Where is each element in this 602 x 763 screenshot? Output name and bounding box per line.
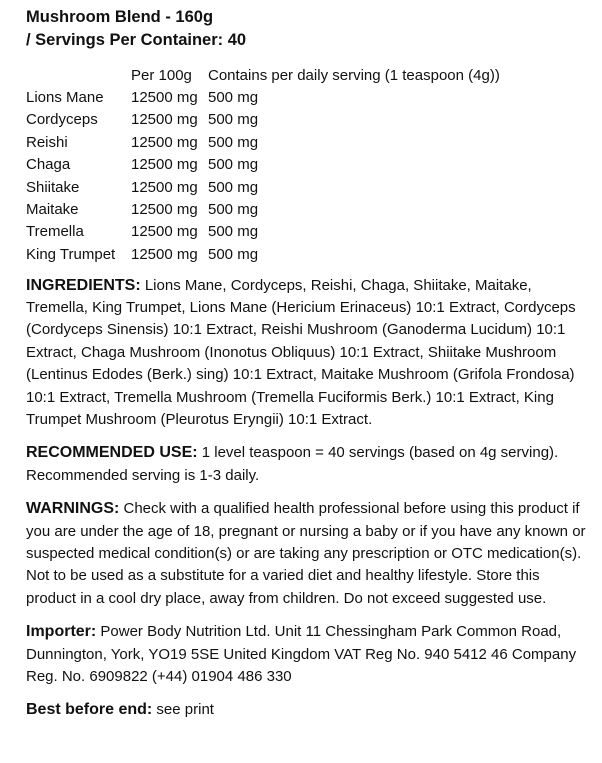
table-row [26, 131, 500, 153]
per-100g-cell: 12500 mg [131, 201, 198, 219]
product-title: Mushroom Blend - 160g [26, 8, 214, 26]
recommended-use-label: RECOMMENDED USE: [26, 444, 198, 462]
header-per-100g: Per 100g [131, 66, 192, 84]
per-100g-cell: 12500 mg [131, 89, 198, 107]
importer-label: Importer: [26, 623, 97, 641]
recommended-use-section [26, 442, 586, 487]
per-100g-cell: 12500 mg [131, 156, 198, 174]
servings-per-container: / Servings Per Container: 40 [26, 31, 247, 49]
per-100g-cell: 12500 mg [131, 111, 198, 129]
per-serving-cell: 500 mg [208, 156, 259, 174]
nutrition-table [26, 64, 500, 266]
ingredients-label: INGREDIENTS: [26, 276, 141, 294]
mushroom-name-cell: King Trumpet [26, 245, 116, 263]
importer-text: Power Body Nutrition Ltd. Unit 11 Chessingham Park Common Road, Dunnington, York, YO19 5SE United Kingdom VAT Reg No. 940 5412 46 Company Reg. No. 6909822 (+44) 01904 486 330 [26, 623, 577, 686]
mushroom-name-cell: Chaga [26, 156, 71, 174]
warnings-text: Check with a qualified health professional before using this product if you are under the age of 18, pregnant or nursing a baby or if you have any known or suspected medical condition(s) or are taking any prescription or OTC medication(s). Not to be used as a substitute for a varied diet and healthy lifestyle. Store this product in a cool dry place, away from children. Do not exceed suggested use. [26, 500, 586, 607]
per-100g-cell: 12500 mg [131, 223, 198, 241]
best-before-section [26, 699, 586, 721]
product-label [26, 6, 586, 722]
per-serving-cell: 500 mg [208, 201, 259, 219]
table-row [26, 176, 500, 198]
best-before-text: see print [152, 701, 214, 719]
mushroom-name-cell: Shiitake [26, 178, 80, 196]
per-serving-cell: 500 mg [208, 111, 259, 129]
per-serving-cell: 500 mg [208, 223, 259, 241]
mushroom-name-cell: Lions Mane [26, 89, 104, 107]
recommended-use-text: 1 level teaspoon = 40 servings (based on 4g serving). Recommended serving is 1-3 daily. [26, 444, 559, 484]
ingredients-text: Lions Mane, Cordyceps, Reishi, Chaga, Shiitake, Maitake, Tremella, King Trumpet, Lions Mane (Hericium Erinaceus) 10:1 Extract, Cordyceps (Cordyceps Sinensis) 10:1 Extract, Reishi Mushroom (Ganoderma Lucidum) 10:1 Extract, Chaga Mushroom (Inonotus Obliquus) 10:1 Extract, Shiitake Mushroom (Lentinus Edodes (Berk.) sing) 10:1 Extract, Maitake Mushroom (Grifola Frondosa) 10:1 Extract, Tremella Mushroom (Tremella Fuciformis Berk.) 10:1 Extract, King Trumpet Mushroom (Pleurotus Eryngii) 10:1 Extract. [26, 276, 576, 428]
table-row [26, 198, 500, 220]
mushroom-name-cell: Tremella [26, 223, 84, 241]
best-before-label: Best before end: [26, 701, 153, 719]
header-per-serving: Contains per daily serving (1 teaspoon (4g)) [208, 66, 500, 84]
per-serving-cell: 500 mg [208, 245, 259, 263]
ingredients-section [26, 275, 586, 432]
table-row [26, 154, 500, 176]
mushroom-name-cell: Cordyceps [26, 111, 98, 129]
header-blank [26, 64, 131, 86]
per-100g-cell: 12500 mg [131, 245, 198, 263]
per-serving-cell: 500 mg [208, 89, 259, 107]
per-serving-cell: 500 mg [208, 133, 259, 151]
mushroom-name-cell: Reishi [26, 133, 68, 151]
table-header-row [26, 64, 500, 86]
importer-section [26, 621, 586, 688]
mushroom-name-cell: Maitake [26, 201, 79, 219]
per-serving-cell: 500 mg [208, 178, 259, 196]
per-100g-cell: 12500 mg [131, 133, 198, 151]
table-row [26, 243, 500, 265]
warnings-label: WARNINGS: [26, 500, 120, 518]
per-100g-cell: 12500 mg [131, 178, 198, 196]
table-row [26, 109, 500, 131]
table-row [26, 221, 500, 243]
warnings-section [26, 498, 586, 610]
table-row [26, 86, 500, 108]
